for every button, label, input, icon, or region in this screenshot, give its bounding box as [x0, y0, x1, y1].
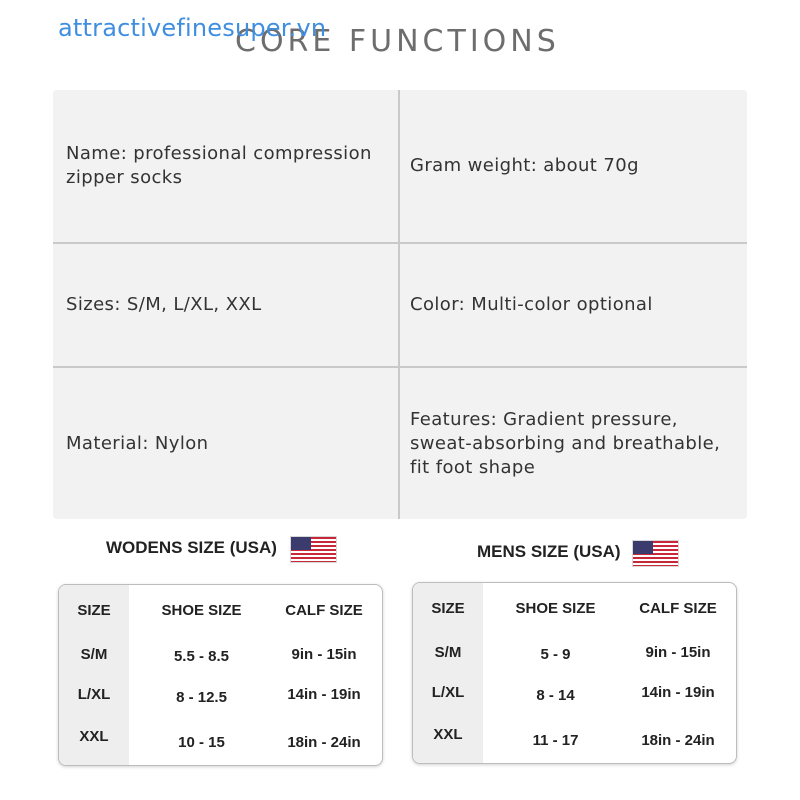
- table-header-size: SIZE: [77, 602, 111, 619]
- table-header-shoe-size: SHOE SIZE: [161, 602, 242, 619]
- watermark-text: attractivefinesuper.vn: [58, 14, 327, 42]
- flag-canton: [291, 537, 311, 550]
- table-cell-size: S/M: [80, 646, 108, 663]
- flag-canton: [633, 541, 653, 554]
- page-title: CORE FUNCTIONS: [235, 24, 560, 59]
- table-header-calf-size: CALF SIZE: [639, 600, 717, 617]
- table-cell-size: XXL: [79, 728, 109, 745]
- table-cell-calf-size: 14in - 19in: [287, 686, 361, 703]
- core-functions-grid: [53, 90, 747, 519]
- table-cell-shoe-size: 8 - 12.5: [176, 689, 227, 706]
- table-header-shoe-size: SHOE SIZE: [515, 600, 596, 617]
- womens-size-title: WODENS SIZE (USA): [106, 538, 277, 557]
- function-gram-weight: Gram weight: about 70g: [410, 155, 639, 176]
- grid-divider-vertical: [398, 90, 400, 519]
- table-cell-calf-size: 18in - 24in: [287, 734, 361, 751]
- function-sizes: Sizes: S/M, L/XL, XXL: [66, 294, 262, 315]
- womens-size-table: [58, 584, 383, 766]
- table-header-calf-size: CALF SIZE: [285, 602, 363, 619]
- table-cell-size: XXL: [433, 726, 463, 743]
- table-cell-shoe-size: 5 - 9: [540, 646, 571, 663]
- table-cell-size: S/M: [434, 644, 462, 661]
- mens-size-title: MENS SIZE (USA): [477, 542, 621, 561]
- table-header-size: SIZE: [431, 600, 465, 617]
- table-cell-calf-size: 9in - 15in: [291, 646, 357, 663]
- mens-size-table: [412, 582, 737, 764]
- function-name: Name: professional compression zipper socks: [66, 143, 372, 188]
- us-flag-icon: [633, 541, 678, 566]
- us-flag-icon: [291, 537, 336, 562]
- function-color: Color: Multi-color optional: [410, 294, 653, 315]
- table-cell-shoe-size: 5.5 - 8.5: [173, 648, 230, 665]
- function-features: Features: Gradient pressure, sweat-absorbing and breathable, fit foot shape: [410, 408, 721, 478]
- table-cell-shoe-size: 11 - 17: [532, 732, 579, 749]
- table-cell-size: L/XL: [77, 686, 111, 703]
- table-cell-calf-size: 18in - 24in: [641, 732, 715, 749]
- table-cell-size: L/XL: [431, 684, 465, 701]
- table-cell-shoe-size: 8 - 14: [536, 687, 575, 704]
- function-material: Material: Nylon: [66, 432, 209, 454]
- table-cell-calf-size: 14in - 19in: [641, 684, 715, 701]
- table-cell-shoe-size: 10 - 15: [178, 734, 225, 751]
- table-cell-calf-size: 9in - 15in: [645, 644, 711, 661]
